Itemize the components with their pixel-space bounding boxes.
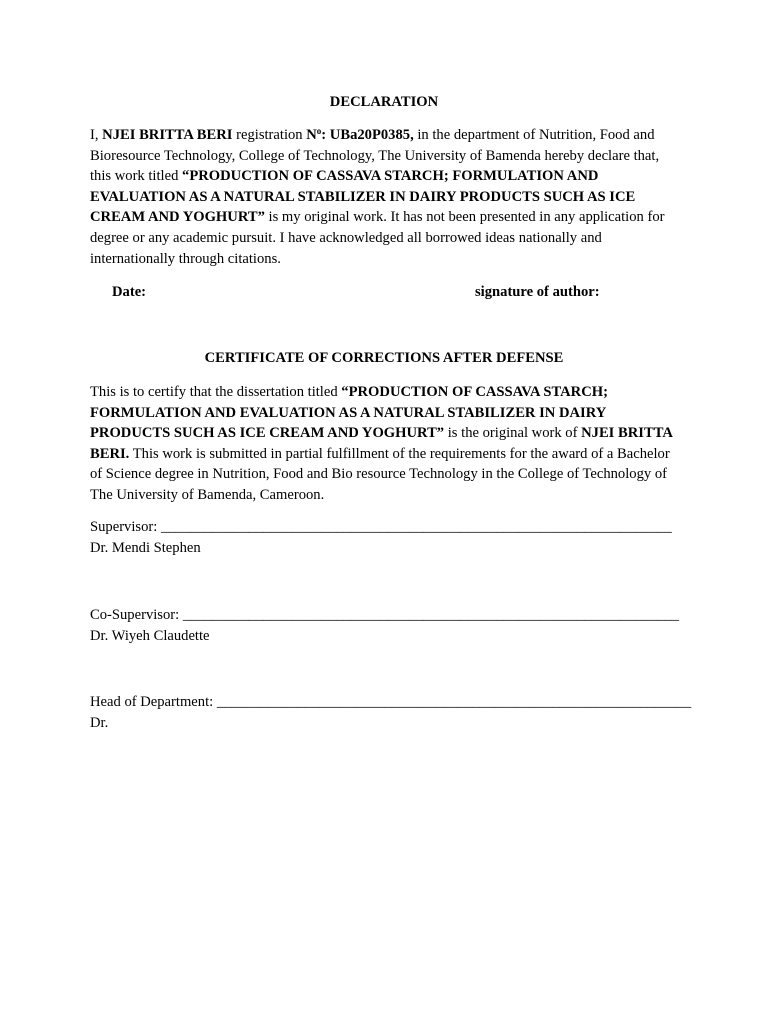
certificate-heading: CERTIFICATE OF CORRECTIONS AFTER DEFENSE (204, 350, 564, 366)
co-supervisor-signature-line (90, 605, 679, 626)
head-of-department-signature-line (90, 692, 691, 713)
date-label: Date: (112, 284, 147, 300)
supervisor-role-label: Supervisor: (90, 519, 161, 535)
declaration-work-title: “PRODUCTION OF CASSAVA STARCH; FORMULATION AND EVALUATION AS A NATURAL STABILIZER IN DAIRY PRODUCTS SUCH AS ICE CREAM AND YOGHURT” (90, 168, 636, 226)
supervisor-blank-line: ______________________________________________________________________ (160, 519, 672, 535)
signature-label: signature of author: (475, 284, 600, 300)
co-supervisor-blank-line: ____________________________________________________________________ (182, 607, 680, 623)
certificate-text-1: is the original work of (444, 425, 582, 442)
supervisor-name: Dr. Mendi Stephen (90, 540, 201, 556)
head-of-department-name: Dr. (90, 715, 109, 731)
certificate-intro: This is to certify that the dissertation titled (90, 384, 342, 400)
declaration-intro: I, (90, 127, 103, 143)
declaration-author-name: NJEI BRITTA BERI (102, 127, 233, 143)
registration-number: $N^o$: UBa20P0385, (306, 126, 414, 143)
declaration-heading: DECLARATION (329, 94, 439, 110)
certificate-author-name: NJEI BRITTA BERI. (90, 425, 673, 462)
co-supervisor-role-label: Co-Supervisor: (90, 607, 183, 623)
head-of-department-role-label: Head of Department: (90, 694, 217, 710)
certificate-work-title: “PRODUCTION OF CASSAVA STARCH; FORMULATION AND EVALUATION AS A NATURAL STABILIZER IN DAIRY PRODUCTS SUCH AS ICE CREAM AND YOGHURT” (90, 384, 608, 442)
certificate-paragraph (90, 382, 680, 506)
declaration-paragraph (90, 125, 680, 269)
head-of-department-blank-line: _________________________________________________________________ (216, 694, 692, 710)
declaration-text-2: is my original work. It has not been presented in any application for degree or any academic pursuit. I have acknowledged all borrowed ideas nationally and internationally through citations. (90, 209, 665, 267)
co-supervisor-name: Dr. Wiyeh Claudette (90, 628, 210, 644)
declaration-text-1: in the department of Nutrition, Food and Bioresource Technology, College of Technology, The University of Bamenda hereby declare that, this work titled (90, 127, 660, 185)
declaration-registration-word: registration (232, 127, 307, 143)
certificate-text-2: This work is submitted in partial fulfillment of the requirements for the award of a Bachelor of Science degree in Nutrition, Food and Bio resource Technology in the College of Technology of The University of Bamenda, Cameroon. (90, 445, 670, 503)
supervisor-signature-line (90, 517, 672, 538)
